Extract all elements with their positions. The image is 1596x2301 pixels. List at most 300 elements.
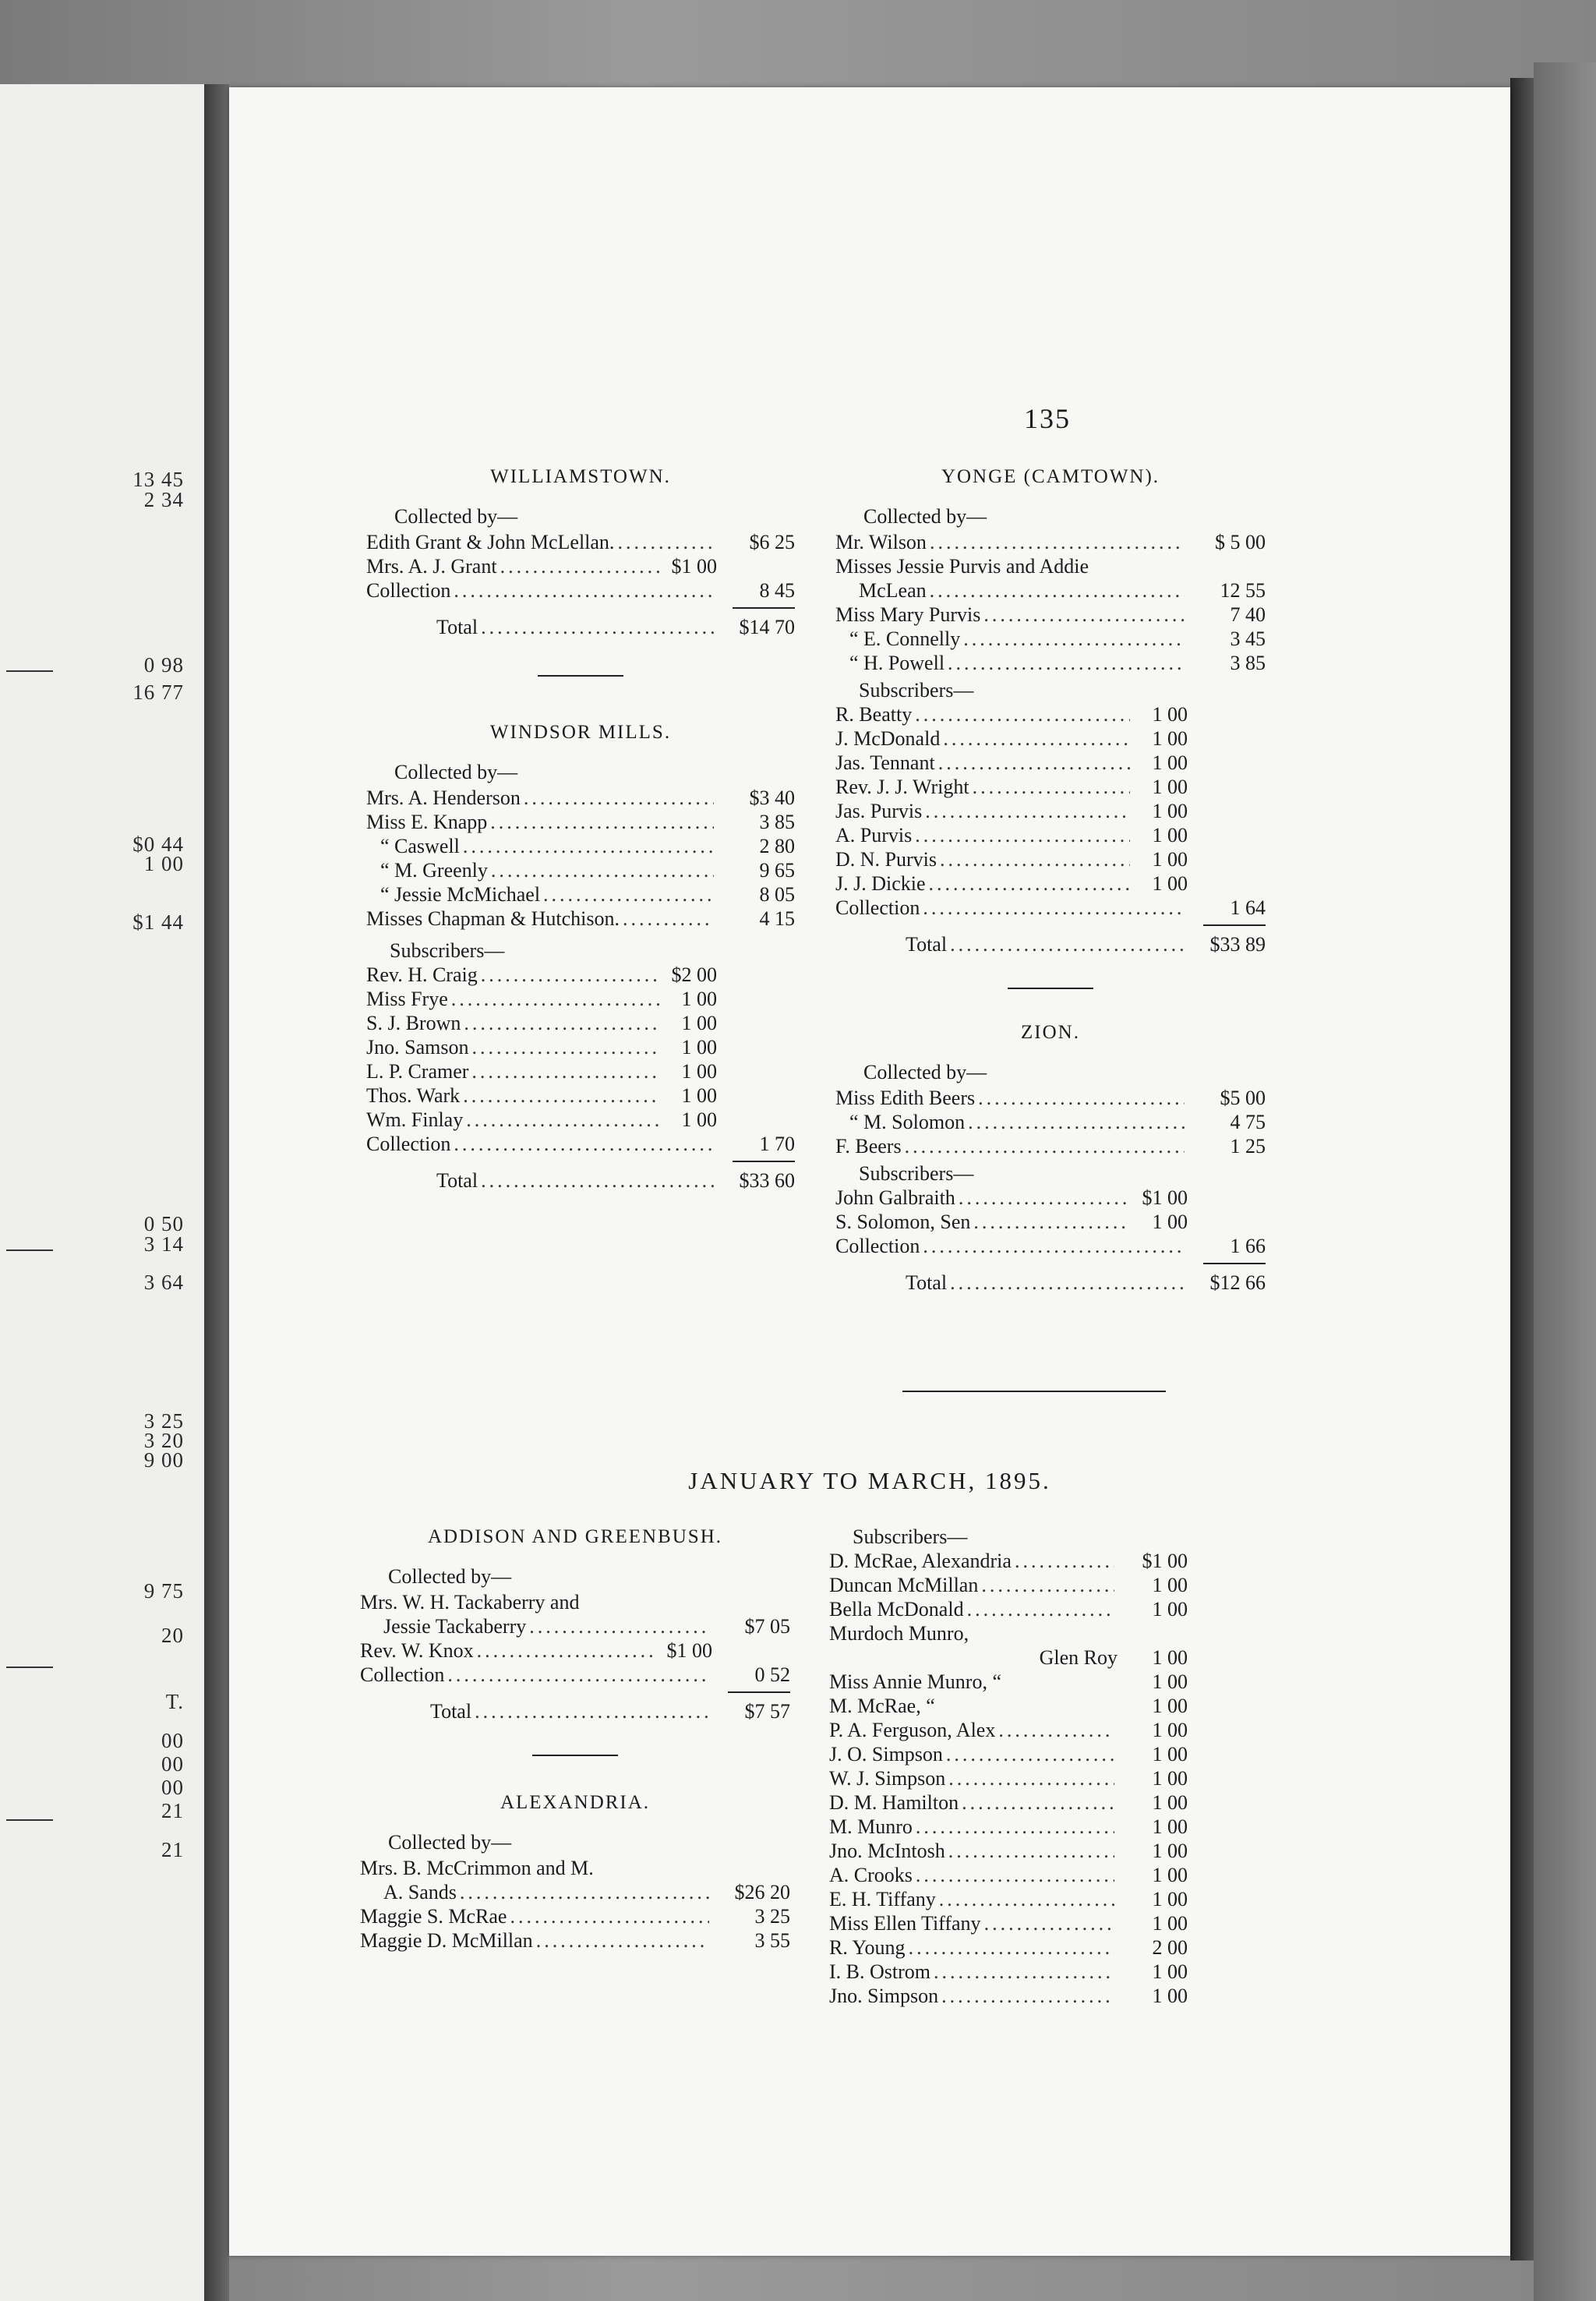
list-item bbox=[829, 1549, 1188, 1573]
leader-dots bbox=[929, 871, 1130, 896]
entry-name: L. P. Cramer bbox=[366, 1060, 469, 1083]
list-item bbox=[366, 578, 795, 603]
page bbox=[229, 87, 1510, 2256]
windsor-subscribers-label: Subscribers— bbox=[390, 939, 505, 962]
entry-name: Misses Jessie Purvis and Addie bbox=[835, 555, 1089, 578]
entry-amount: 1 00 bbox=[1152, 1767, 1188, 1790]
margin-fragment: 21 bbox=[161, 1799, 184, 1822]
list-item bbox=[835, 578, 1266, 603]
list-item bbox=[835, 702, 1266, 726]
leader-dots bbox=[500, 554, 659, 578]
list-item bbox=[835, 554, 1266, 578]
margin-fragment: 2 34 bbox=[143, 488, 184, 511]
windsor-total-row bbox=[366, 1168, 795, 1193]
entry-name: Miss Ellen Tiffany bbox=[829, 1912, 981, 1935]
entry-name: A. Sands bbox=[383, 1881, 457, 1903]
margin-rule bbox=[6, 1249, 53, 1251]
margin-fragment: 21 bbox=[161, 1838, 184, 1861]
yonge-total-row bbox=[835, 932, 1266, 956]
entry-name: “ H. Powell bbox=[849, 652, 945, 674]
entry-name: Jessie Tackaberry bbox=[383, 1615, 527, 1638]
list-item bbox=[835, 1110, 1266, 1134]
zion-subscribers-label: Subscribers— bbox=[859, 1162, 974, 1185]
windsor-list bbox=[366, 786, 795, 931]
list-item bbox=[829, 1984, 1188, 2008]
entry-amount: 1 00 bbox=[1152, 800, 1188, 822]
list-item bbox=[835, 726, 1266, 751]
list-item bbox=[829, 1911, 1188, 1935]
leader-dots bbox=[943, 726, 1130, 751]
entry-amount: 1 00 bbox=[1152, 1743, 1188, 1766]
windsor-collection: 1 70 bbox=[759, 1133, 795, 1155]
leader-dots bbox=[490, 810, 714, 834]
addison-heading: ADDISON AND GREENBUSH. bbox=[427, 1526, 723, 1547]
leader-dots bbox=[916, 1863, 1114, 1887]
williamstown-list bbox=[366, 530, 795, 603]
entry-name: Mrs. B. McCrimmon and M. bbox=[360, 1857, 594, 1879]
addison-collection-row bbox=[360, 1663, 790, 1687]
leader-dots bbox=[950, 1271, 1185, 1295]
list-item bbox=[829, 1839, 1188, 1863]
margin-fragment: 0 50 bbox=[143, 1212, 184, 1235]
list-item bbox=[366, 1083, 795, 1108]
entry-name: P. A. Ferguson, Alex bbox=[829, 1719, 996, 1741]
entry-amount: 3 85 bbox=[1230, 652, 1266, 674]
entry-amount: 1 00 bbox=[681, 1036, 717, 1059]
yonge-collection-row bbox=[835, 896, 1266, 920]
entry-name: Mr. Wilson bbox=[835, 531, 927, 553]
total-label: Total bbox=[430, 1700, 472, 1723]
entry-name: Miss Annie Munro, “ bbox=[829, 1670, 1001, 1693]
alexandria-list bbox=[360, 1880, 790, 1953]
leader-dots bbox=[617, 530, 714, 554]
list-item bbox=[835, 871, 1266, 896]
entry-name: “ Jessie McMichael bbox=[380, 883, 541, 906]
entry-name: Thos. Wark bbox=[366, 1084, 461, 1107]
entry-amount: 3 85 bbox=[759, 811, 795, 833]
leader-dots bbox=[477, 1638, 655, 1663]
addison-collection: 0 52 bbox=[754, 1663, 790, 1686]
leader-dots bbox=[463, 1083, 659, 1108]
entry-amount: 1 00 bbox=[1152, 872, 1188, 895]
entry-amount: 1 00 bbox=[1152, 1670, 1188, 1693]
entry-name: Jno. McIntosh bbox=[829, 1840, 945, 1862]
entry-name: Miss Edith Beers bbox=[835, 1087, 976, 1109]
list-item bbox=[829, 1863, 1188, 1887]
entry-amount: $1 00 bbox=[1142, 1550, 1188, 1572]
leader-dots bbox=[466, 1108, 659, 1132]
entry-name: Wm. Finlay bbox=[366, 1108, 464, 1131]
entry-name: Rev. W. Knox bbox=[360, 1639, 474, 1662]
list-item bbox=[835, 799, 1266, 823]
entry-amount: $ 5 00 bbox=[1215, 531, 1266, 553]
list-item bbox=[829, 1718, 1188, 1742]
entry-name: Murdoch Munro, bbox=[829, 1622, 969, 1645]
total-label: Total bbox=[436, 616, 478, 638]
margin-rule bbox=[6, 1667, 53, 1668]
entry-name: M. Munro bbox=[829, 1815, 913, 1838]
entry-amount: 1 00 bbox=[1152, 1985, 1188, 2007]
entry-name: Jas. Tennant bbox=[835, 751, 935, 774]
leader-dots bbox=[959, 1186, 1130, 1210]
addison-line2 bbox=[360, 1614, 790, 1638]
collection-label: Collection bbox=[835, 1235, 920, 1257]
collection-label: Collection bbox=[835, 896, 920, 919]
leader-dots bbox=[981, 1573, 1114, 1597]
leader-dots bbox=[930, 578, 1185, 603]
leader-dots bbox=[939, 1887, 1114, 1911]
entry-name: Rev. J. J. Wright bbox=[835, 776, 969, 798]
entry-name: John Galbraith bbox=[835, 1186, 955, 1209]
leader-dots bbox=[475, 1699, 709, 1723]
entry-amount: 1 00 bbox=[1152, 776, 1188, 798]
leader-dots bbox=[454, 1132, 714, 1156]
entry-name: Maggie D. McMillan bbox=[360, 1929, 533, 1952]
margin-fragment: 00 bbox=[161, 1729, 184, 1752]
leader-dots bbox=[481, 963, 659, 987]
leader-dots bbox=[909, 1935, 1114, 1960]
leader-dots bbox=[940, 847, 1130, 871]
entry-amount: 1 00 bbox=[1152, 848, 1188, 871]
entry-name: Jno. Simpson bbox=[829, 1985, 939, 2007]
margin-fragment: 0 98 bbox=[143, 653, 184, 677]
list-item bbox=[829, 1670, 1188, 1694]
leader-dots bbox=[905, 1134, 1185, 1158]
margin-fragment: 3 14 bbox=[143, 1232, 184, 1256]
leader-dots bbox=[536, 1928, 709, 1953]
list-item bbox=[835, 1086, 1266, 1110]
entry-name: R. Beatty bbox=[835, 703, 913, 726]
list-item bbox=[366, 530, 795, 554]
entry-amount: 1 00 bbox=[1152, 1646, 1188, 1669]
entry-amount: 1 00 bbox=[1152, 1574, 1188, 1596]
entry-amount: 2 00 bbox=[1152, 1936, 1188, 1959]
windsor-collection-row bbox=[366, 1132, 795, 1156]
williamstown-total: $14 70 bbox=[739, 616, 795, 638]
left-page-fragment bbox=[0, 84, 204, 2301]
leader-dots bbox=[481, 615, 714, 639]
entry-name: W. J. Simpson bbox=[829, 1767, 946, 1790]
entry-amount: 1 00 bbox=[1152, 1791, 1188, 1814]
leader-dots bbox=[491, 858, 714, 882]
list-item bbox=[360, 1904, 790, 1928]
list-item bbox=[366, 810, 795, 834]
windsor-collected-label: Collected by— bbox=[394, 761, 518, 783]
leader-dots bbox=[984, 1911, 1114, 1935]
alexandria-heading: ALEXANDRIA. bbox=[500, 1792, 651, 1813]
list-item bbox=[835, 530, 1266, 554]
entry-name: “ E. Connelly bbox=[849, 627, 961, 650]
addison-knox-row bbox=[360, 1638, 790, 1663]
williamstown-collected-label: Collected by— bbox=[394, 505, 518, 528]
entry-amount: $1 00 bbox=[666, 1639, 712, 1662]
margin-fragment: 3 64 bbox=[143, 1271, 184, 1294]
divider bbox=[538, 675, 623, 677]
entry-amount: 1 00 bbox=[1152, 1695, 1188, 1717]
entry-amount: 4 15 bbox=[759, 907, 795, 930]
entry-amount: 7 40 bbox=[1230, 603, 1266, 626]
list-item bbox=[829, 1815, 1188, 1839]
entry-name: F. Beers bbox=[835, 1135, 902, 1158]
entry-amount: $1 00 bbox=[1142, 1186, 1188, 1209]
entry-name: Mrs. A. J. Grant bbox=[366, 555, 497, 578]
entry-amount: 4 75 bbox=[1230, 1111, 1266, 1133]
yonge-collected-label: Collected by— bbox=[863, 505, 987, 528]
list-item bbox=[366, 786, 795, 810]
gutter-shadow bbox=[204, 84, 229, 2301]
alexandria-collected-label: Collected by— bbox=[388, 1831, 512, 1854]
list-item bbox=[829, 1960, 1188, 1984]
addison-line1 bbox=[360, 1590, 790, 1614]
leader-dots bbox=[963, 627, 1185, 651]
list-item bbox=[366, 907, 795, 931]
yonge-total: $33 89 bbox=[1209, 933, 1266, 956]
leader-dots bbox=[941, 1984, 1114, 2008]
entry-name: D. N. Purvis bbox=[835, 848, 937, 871]
entry-name: D. McRae, Alexandria bbox=[829, 1550, 1012, 1572]
zion-heading: ZION. bbox=[1021, 1022, 1080, 1043]
entry-amount: 8 45 bbox=[759, 579, 795, 602]
zion-subscribers-list bbox=[835, 1186, 1266, 1234]
list-item bbox=[829, 1935, 1188, 1960]
list-item bbox=[835, 603, 1266, 627]
left-column bbox=[366, 465, 795, 1193]
divider bbox=[1008, 988, 1093, 989]
addison-total: $7 57 bbox=[744, 1700, 790, 1723]
leader-dots bbox=[948, 1766, 1114, 1790]
margin-rule bbox=[6, 670, 53, 672]
leader-dots bbox=[481, 1168, 714, 1193]
margin-fragment: 9 75 bbox=[143, 1579, 184, 1603]
list-item bbox=[829, 1645, 1188, 1670]
leader-dots bbox=[510, 1904, 709, 1928]
williamstown-total-row bbox=[366, 615, 795, 639]
list-item bbox=[835, 627, 1266, 651]
entry-name: A. Purvis bbox=[835, 824, 913, 847]
list-item bbox=[366, 1059, 795, 1083]
entry-amount: 1 25 bbox=[1230, 1135, 1266, 1158]
entry-amount: 1 00 bbox=[1152, 1888, 1188, 1910]
entry-amount: 3 45 bbox=[1230, 627, 1266, 650]
page-number: 135 bbox=[1024, 403, 1071, 434]
collection-label: Collection bbox=[366, 1133, 451, 1155]
leader-dots bbox=[967, 1597, 1114, 1621]
list-item bbox=[835, 1210, 1266, 1234]
leader-dots bbox=[923, 1234, 1185, 1258]
entry-amount: $5 00 bbox=[1220, 1087, 1266, 1109]
entry-amount: 1 00 bbox=[1152, 1864, 1188, 1886]
entry-name: Edith Grant & John McLellan. bbox=[366, 531, 615, 553]
leader-dots bbox=[915, 823, 1130, 847]
leader-dots bbox=[464, 1011, 659, 1035]
entry-name: M. McRae, “ bbox=[829, 1695, 935, 1717]
entry-name: S. J. Brown bbox=[366, 1012, 461, 1034]
leader-dots bbox=[973, 775, 1130, 799]
margin-fragment: 3 20 bbox=[143, 1429, 184, 1452]
list-item bbox=[835, 751, 1266, 775]
list-item bbox=[360, 1880, 790, 1904]
entry-name: “ M. Greenly bbox=[380, 859, 488, 882]
list-item bbox=[835, 847, 1266, 871]
entry-name: J. O. Simpson bbox=[829, 1743, 943, 1766]
scanner-background-strip bbox=[1534, 62, 1596, 2301]
leader-dots bbox=[930, 530, 1185, 554]
list-item bbox=[835, 823, 1266, 847]
entry-amount: 1 00 bbox=[681, 988, 717, 1010]
lower-left-column bbox=[360, 1525, 790, 1953]
yonge-subscribers-list bbox=[835, 702, 1266, 896]
margin-fragment: 3 25 bbox=[143, 1409, 184, 1433]
entry-name: Miss Mary Purvis bbox=[835, 603, 981, 626]
leader-dots bbox=[948, 1839, 1114, 1863]
entry-name: Duncan McMillan bbox=[829, 1574, 979, 1596]
addison-total-row bbox=[360, 1699, 790, 1723]
section-divider bbox=[902, 1391, 1166, 1392]
entry-name: E. H. Tiffany bbox=[829, 1888, 936, 1910]
leader-dots bbox=[447, 1663, 709, 1687]
list-item bbox=[366, 834, 795, 858]
margin-fragment: 16 77 bbox=[132, 680, 184, 704]
entry-amount: 1 00 bbox=[1152, 751, 1188, 774]
list-item bbox=[829, 1766, 1188, 1790]
leader-dots bbox=[915, 702, 1130, 726]
leader-dots bbox=[950, 932, 1185, 956]
total-label: Total bbox=[906, 933, 948, 956]
entry-amount: 1 00 bbox=[1152, 1211, 1188, 1233]
margin-fragment: 20 bbox=[161, 1624, 184, 1647]
leader-dots bbox=[946, 1742, 1114, 1766]
leader-dots bbox=[968, 1110, 1185, 1134]
list-item bbox=[835, 1134, 1266, 1158]
list-item bbox=[829, 1742, 1188, 1766]
entry-amount: $1 00 bbox=[671, 555, 717, 578]
leader-dots bbox=[471, 1059, 659, 1083]
margin-fragment: $0 44 bbox=[132, 832, 184, 856]
entry-name: Glen Roy bbox=[1039, 1646, 1118, 1669]
entry-name: J. J. Dickie bbox=[835, 872, 926, 895]
entry-name: I. B. Ostrom bbox=[829, 1960, 930, 1983]
entry-amount: 1 00 bbox=[681, 1012, 717, 1034]
entry-name: D. M. Hamilton bbox=[829, 1791, 959, 1814]
list-item bbox=[366, 987, 795, 1011]
leader-dots bbox=[463, 834, 714, 858]
leader-dots bbox=[923, 896, 1185, 920]
leader-dots bbox=[454, 578, 714, 603]
zion-total: $12 66 bbox=[1209, 1271, 1266, 1294]
zion-list bbox=[835, 1086, 1266, 1158]
entry-name: Collection bbox=[366, 579, 451, 602]
total-label: Total bbox=[436, 1169, 478, 1192]
entry-amount: $6 25 bbox=[749, 531, 795, 553]
entry-name: McLean bbox=[859, 579, 927, 602]
entry-name: Rev. H. Craig bbox=[366, 963, 478, 986]
total-label: Total bbox=[906, 1271, 948, 1294]
list-item bbox=[835, 1186, 1266, 1210]
leader-dots bbox=[460, 1880, 709, 1904]
entry-name: Miss E. Knapp bbox=[366, 811, 488, 833]
entry-amount: 1 00 bbox=[1152, 703, 1188, 726]
zion-total-row bbox=[835, 1271, 1266, 1295]
entry-amount: 1 00 bbox=[1152, 824, 1188, 847]
leader-dots bbox=[524, 786, 714, 810]
margin-rule bbox=[6, 1819, 53, 1821]
addison-collected-label: Collected by— bbox=[388, 1565, 512, 1588]
alexandria-subscribers-label: Subscribers— bbox=[853, 1525, 968, 1548]
entry-name: “ Caswell bbox=[380, 835, 460, 857]
leader-dots bbox=[973, 1210, 1130, 1234]
leader-dots bbox=[948, 651, 1185, 675]
list-item bbox=[829, 1790, 1188, 1815]
yonge-subscribers-label: Subscribers— bbox=[859, 679, 974, 702]
margin-fragment: 00 bbox=[161, 1776, 184, 1799]
book-edge bbox=[1510, 78, 1534, 2260]
windsor-mills-heading: WINDSOR MILLS. bbox=[489, 722, 672, 743]
windsor-subscribers-list bbox=[366, 963, 795, 1132]
leader-dots bbox=[1015, 1549, 1114, 1573]
margin-fragment: $1 44 bbox=[132, 910, 184, 934]
entry-amount: 3 25 bbox=[754, 1905, 790, 1928]
yonge-collection: 1 64 bbox=[1230, 896, 1266, 919]
list-item bbox=[366, 963, 795, 987]
entry-amount: 1 00 bbox=[1152, 1960, 1188, 1983]
entry-name: Mrs. A. Henderson bbox=[366, 786, 521, 809]
entry-name: S. Solomon, Sen bbox=[835, 1211, 971, 1233]
entry-amount: 1 00 bbox=[1152, 1815, 1188, 1838]
section-title: JANUARY TO MARCH, 1895. bbox=[688, 1467, 1051, 1494]
entry-amount: 2 80 bbox=[759, 835, 795, 857]
entry-amount: $2 00 bbox=[671, 963, 717, 986]
leader-dots bbox=[451, 987, 659, 1011]
entry-name: Maggie S. McRae bbox=[360, 1905, 507, 1928]
list-item bbox=[835, 775, 1266, 799]
williamstown-heading: WILLIAMSTOWN. bbox=[490, 466, 671, 487]
list-item bbox=[835, 651, 1266, 675]
list-item bbox=[829, 1887, 1188, 1911]
total-rule bbox=[728, 1691, 790, 1693]
entry-amount: 1 00 bbox=[681, 1060, 717, 1083]
entry-amount: 1 00 bbox=[1152, 1840, 1188, 1862]
leader-dots bbox=[623, 907, 714, 931]
entry-name: Jas. Purvis bbox=[835, 800, 923, 822]
list-item bbox=[366, 1035, 795, 1059]
entry-name: Misses Chapman & Hutchison. bbox=[366, 907, 620, 930]
list-item bbox=[366, 858, 795, 882]
zion-collection-row bbox=[835, 1234, 1266, 1258]
leader-dots bbox=[543, 882, 714, 907]
entry-amount: $3 40 bbox=[749, 786, 795, 809]
zion-collected-label: Collected by— bbox=[863, 1061, 987, 1083]
divider bbox=[532, 1755, 618, 1756]
margin-fragment: 9 00 bbox=[143, 1448, 184, 1472]
entry-amount: 12 55 bbox=[1220, 579, 1266, 602]
lower-right-column bbox=[829, 1525, 1188, 2008]
entry-amount: $26 20 bbox=[734, 1881, 790, 1903]
entry-amount: 1 00 bbox=[1152, 1912, 1188, 1935]
total-rule bbox=[733, 1161, 795, 1162]
leader-dots bbox=[962, 1790, 1114, 1815]
total-rule bbox=[733, 607, 795, 609]
entry-amount: 8 05 bbox=[759, 883, 795, 906]
entry-amount: 1 00 bbox=[681, 1108, 717, 1131]
leader-dots bbox=[916, 1815, 1114, 1839]
entry-name: Jno. Samson bbox=[366, 1036, 469, 1059]
leader-dots bbox=[925, 799, 1130, 823]
entry-amount: 1 00 bbox=[1152, 1719, 1188, 1741]
list-item bbox=[366, 1011, 795, 1035]
total-rule bbox=[1203, 1263, 1266, 1264]
entry-amount: 1 00 bbox=[1152, 727, 1188, 750]
list-item bbox=[366, 1108, 795, 1132]
